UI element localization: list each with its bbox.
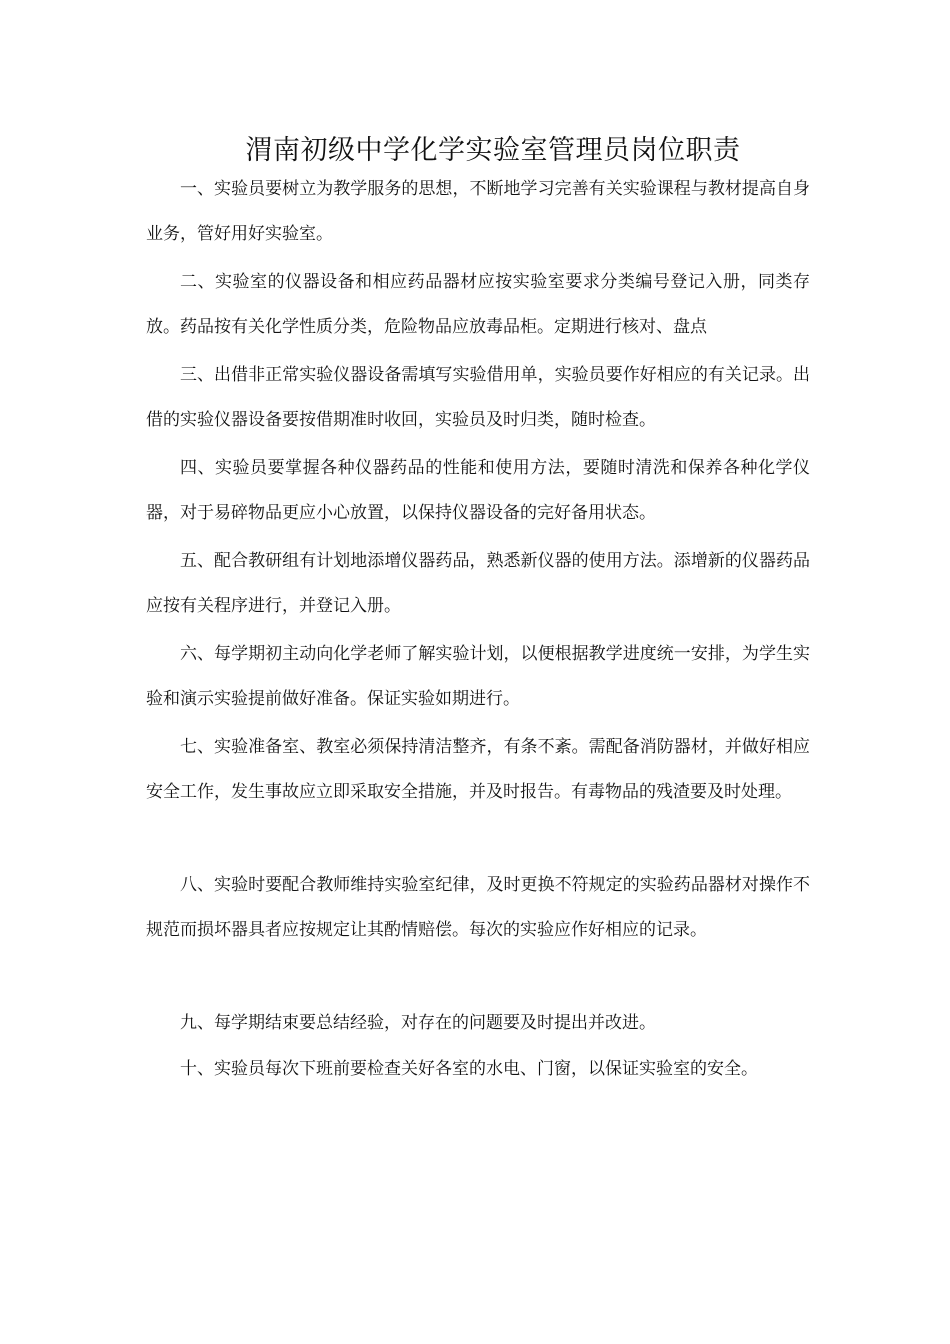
clause-3: 三、出借非正常实验仪器设备需填写实验借用单，实验员要作好相应的有关记录。出借的实验仪器设备要按借期准时收回，实验员及时归类，随时检查。 — [146, 365, 810, 430]
clause-9: 九、每学期结束要总结经验，对存在的问题要及时提出并改进。 — [180, 1013, 656, 1033]
clause-4: 四、实验员要掌握各种仪器药品的性能和使用方法，要随时清洗和保养各种化学仪器，对于易碎物品更应小心放置，以保持仪器设备的完好备用状态。 — [146, 458, 810, 523]
document-title: 渭南初级中学化学实验室管理员岗位职责 — [245, 135, 741, 166]
clause-6: 六、每学期初主动向化学老师了解实验计划，以便根据教学进度统一安排，为学生实验和演示实验提前做好准备。保证实验如期进行。 — [146, 644, 810, 709]
clause-1: 一、实验员要树立为教学服务的思想，不断地学习完善有关实验课程与教材提高自身业务，管好用好实验室。 — [146, 179, 810, 244]
clause-2: 二、实验室的仪器设备和相应药品器材应按实验室要求分类编号登记入册，同类存放。药品按有关化学性质分类，危险物品应放毒品柜。定期进行核对、盘点 — [146, 272, 810, 337]
clause-8: 八、实验时要配合教师维持实验室纪律，及时更换不符规定的实验药品器材对操作不规范而损坏器具者应按规定让其酌情赔偿。每次的实验应作好相应的记录。 — [146, 875, 810, 940]
clause-7: 七、实验准备室、教室必须保持清洁整齐，有条不紊。需配备消防器材，并做好相应安全工作，发生事故应立即采取安全措施，并及时报告。有毒物品的残渣要及时处理。 — [146, 737, 810, 802]
clause-10: 十、实验员每次下班前要检查关好各室的水电、门窗，以保证实验室的安全。 — [180, 1059, 758, 1079]
clause-5: 五、配合教研组有计划地添增仪器药品，熟悉新仪器的使用方法。添增新的仪器药品应按有关程序进行，并登记入册。 — [146, 551, 810, 616]
